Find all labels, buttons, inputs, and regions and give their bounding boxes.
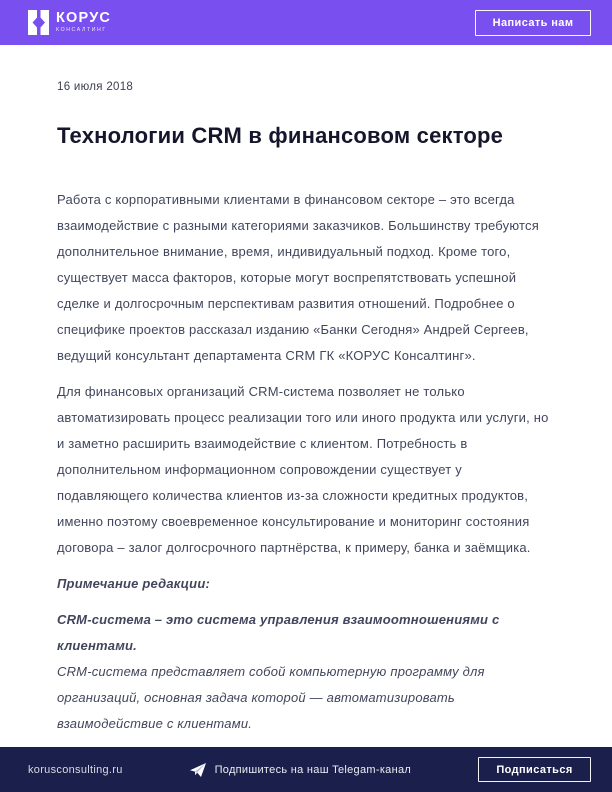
site-header	[0, 0, 612, 45]
telegram-cta[interactable]	[190, 763, 412, 777]
logo-subtitle: КОНСАЛТИНГ	[56, 27, 107, 34]
editor-note-definition: CRM-система – это система управления взаимоотношениями с клиентами.	[57, 612, 500, 654]
korus-logo[interactable]	[28, 10, 111, 35]
editor-note-text: CRM-система представляет собой компьютерную программу для организаций, основная задача которой — автоматизировать взаимодействие с клиентами.	[57, 664, 485, 732]
telegram-paper-plane-icon	[190, 763, 206, 777]
article-paragraph-1: Работа с корпоративными клиентами в финансовом секторе – это всегда взаимодействие с разными категориями заказчиков. Большинству требуются дополнительное внимание, время, индивидуальный подход. Кроме того, существует масса факторов, которые могут воспрепятствовать успешной сделке и долгосрочным перспективам развития отношений. Подробнее о специфике проектов рассказал изданию «Банки Сегодня» Андрей Сергеев, ведущий консультант департамента CRM ГК «КОРУС Консалтинг».	[57, 192, 539, 364]
site-footer	[0, 747, 612, 792]
site-url-link[interactable]: korusconsulting.ru	[28, 763, 123, 776]
logo-title: КОРУС	[56, 10, 112, 27]
korus-logo-text	[56, 11, 111, 33]
korus-logo-icon	[28, 10, 49, 35]
editor-note-heading: Примечание редакции:	[57, 576, 210, 592]
article	[0, 45, 612, 747]
subscribe-button[interactable]: Подписаться	[478, 757, 591, 782]
telegram-cta-label: Подпишитесь на наш Telegam-канал	[214, 763, 412, 776]
article-date: 16 июля 2018	[57, 81, 134, 93]
article-title: Технологии CRM в финансовом секторе	[57, 123, 504, 148]
contact-us-button[interactable]: Написать нам	[475, 10, 591, 36]
article-paragraph-2: Для финансовых организаций CRM-система позволяет не только автоматизировать процесс реализации того или иного продукта или услуги, но и заметно расширить взаимодействие с клиентом. Потребность в дополнительном информационном сопровождении существует у подавляющего количества клиентов из-за сложности кредитных продуктов, именно поэтому своевременное консультирование и мониторинг состояния договора – залог долгосрочного партнёрства, к примеру, банка и заёмщика.	[57, 384, 549, 556]
